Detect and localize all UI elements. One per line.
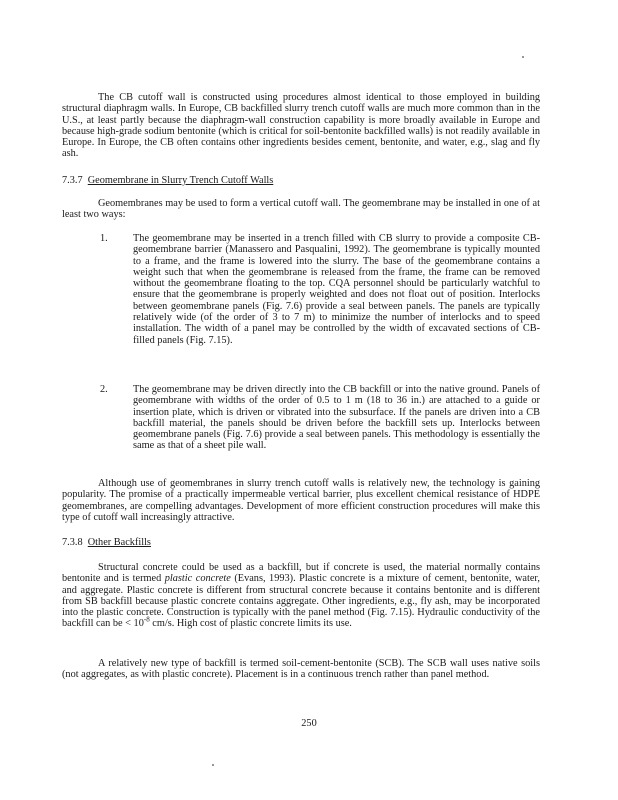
geomembrane-intro-paragraph: Geomembranes may be used to form a vertical cutoff wall. The geomembrane may be installed in one of at least two ways: — [62, 198, 540, 221]
list-item-text: The geomembrane may be inserted in a trench filled with CB slurry to provide a composite CB-geomembrane barrier (Manassero and Pasqualini, 1992). The geomembrane is typically mounted to a frame, and the frame is lowered into the slurry. The base of the geomembrane contains a weight such that when the geomembrane is released from the frame, the frame can be removed without the geomembrane floating to the top. CQA personnel should be particularly watchful to ensure that the geomembrane is properly weighted and does not float out of position. Interlocks between geomembrane panels (Fig. 7.6) provide a seal between panels. The panels are typically relatively wide (of the order of 3 to 7 m) to minimize the number of interlocks and to speed installation. The width of a panel may be controlled by the width of excavated sections of CB-filled panels (Fig. 7.15). — [133, 233, 540, 346]
intro-paragraph: The CB cutoff wall is constructed using procedures almost identical to those employed in building structural diaphragm walls. In Europe, CB backfilled slurry trench cutoff walls are much more common than in the U.S., at least partly because the diaphragm-wall construction capability is more broadly available in Europe and because high-grade sodium bentonite (which is critical for soil-bentonite backfilled walls) is not readily available in Europe. In Europe, the CB often contains other ingredients besides cement, bentonite, and water, e.g., slag and fly ash. — [62, 92, 540, 160]
section-number: 7.3.7 — [62, 175, 83, 186]
page-number: 250 — [301, 718, 317, 729]
section-heading-7-3-8 — [62, 537, 151, 548]
section-title: Other Backfills — [87, 537, 151, 548]
list-item-number: 1. — [100, 233, 108, 244]
scan-speck — [522, 56, 524, 58]
scb-paragraph: A relatively new type of backfill is termed soil-cement-bentonite (SCB). The SCB wall uses native soils (not aggregates, as with plastic concrete). Placement is in a continuous trench rather than panel method. — [62, 658, 540, 681]
section-number: 7.3.8 — [62, 537, 83, 548]
scan-speck — [212, 764, 214, 766]
section-title: Geomembrane in Slurry Trench Cutoff Walls — [87, 175, 274, 186]
plastic-concrete-paragraph: Structural concrete could be used as a backfill, but if concrete is used, the material normally contains bentonite and is termed plastic concrete (Evans, 1993). Plastic concrete is a mixture of cement, bentonite, water, and aggregate. Plastic concrete is different from structural concrete because it contains bentonite and is different from SB backfill because plastic concrete contains aggregate. Other ingredients, e.g., fly ash, may be incorporated into the plastic concrete. Construction is typically with the panel method (Fig. 7.15). Hydraulic conductivity of the backfill can be < $10^{-8}$ cm/s. High cost of plastic concrete limits its use. — [62, 562, 541, 630]
exponent: -8 — [143, 616, 150, 625]
list-item-number: 2. — [100, 384, 108, 395]
geomembrane-summary-paragraph: Although use of geomembranes in slurry trench cutoff walls is relatively new, the technology is gaining popularity. The promise of a practically impermeable vertical barrier, plus excellent chemical resistance of HDPE geomembranes, are compelling advantages. Development of more efficient construction procedures will make this type of cutoff wall increasingly attractive. — [62, 478, 540, 523]
section-heading-7-3-7 — [62, 175, 273, 186]
term-plastic-concrete: plastic concrete — [164, 573, 231, 585]
list-item-text: The geomembrane may be driven directly into the CB backfill or into the native ground. Panels of geomembrane with widths of the order of 0.5 to 1 m (18 to 36 in.) are attached to a guide or insertion plate, which is driven or vibrated into the subsurface. If the panels are driven into a CB backfill material, the panels should be driven before the backfill sets up. Interlocks between geomembrane panels (Fig. 7.6) provide a seal between panels. This methodology is essentially the same as that of a sheet pile wall. — [133, 384, 540, 452]
